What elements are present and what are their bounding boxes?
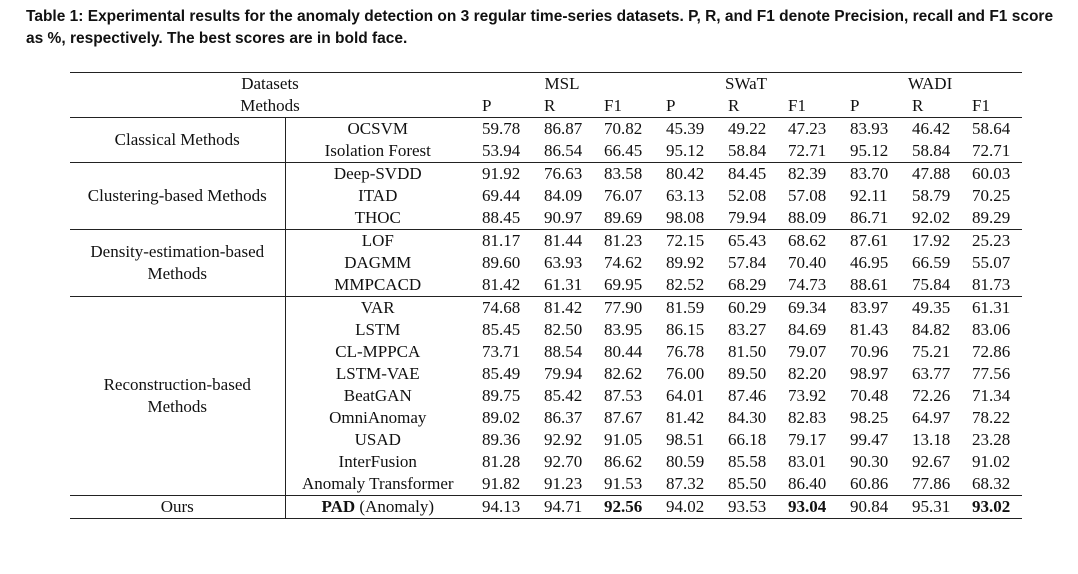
metric-value: 98.51 <box>666 430 705 449</box>
metric-value: 92.11 <box>850 186 888 205</box>
metric-value: 70.48 <box>850 386 889 405</box>
metric-value: 64.01 <box>666 386 705 405</box>
metric-value: 17.92 <box>900 230 960 253</box>
metric-value: 86.87 <box>532 118 592 141</box>
metric-value: 68.62 <box>776 230 838 253</box>
metric-value: 87.61 <box>838 230 900 253</box>
metric-value: 88.61 <box>850 275 889 294</box>
metric-value: 81.44 <box>532 230 592 253</box>
method-name: Anomaly Transformer <box>301 474 454 493</box>
metric-value: 92.67 <box>912 452 951 471</box>
metric-value: 72.86 <box>972 342 1011 361</box>
metric-value: 90.30 <box>850 452 889 471</box>
ours-group-label: Ours <box>70 496 285 519</box>
method-name: VAR <box>285 297 470 320</box>
metric-value: 88.54 <box>544 342 583 361</box>
metric-value: 89.60 <box>482 253 521 272</box>
metric-value: 92.92 <box>544 430 583 449</box>
metric-value: 89.75 <box>482 386 521 405</box>
metric-value: 80.59 <box>666 452 705 471</box>
metric-value: 81.23 <box>592 230 654 253</box>
metric-value: 82.50 <box>544 320 583 339</box>
metric-value: 61.31 <box>544 275 583 294</box>
metric-value: 23.28 <box>972 430 1011 449</box>
metric-value: 81.42 <box>482 275 521 294</box>
metric-value: 70.25 <box>972 186 1011 205</box>
metric-header: P <box>666 96 676 115</box>
methods-label: Methods <box>240 96 300 115</box>
metric-header: F1 <box>972 96 991 115</box>
metric-value: 82.39 <box>776 163 838 186</box>
metric-value: 61.31 <box>960 297 1022 320</box>
metric-value: 77.86 <box>912 474 951 493</box>
metric-value: 55.07 <box>972 253 1011 272</box>
metric-value: 57.84 <box>728 253 767 272</box>
best-score-value: 93.04 <box>776 496 838 519</box>
metric-value: 79.07 <box>788 342 827 361</box>
metric-value: 72.26 <box>912 386 951 405</box>
metric-header: F1 <box>788 96 806 115</box>
metric-value: 47.23 <box>776 118 838 141</box>
metric-value: 94.02 <box>654 496 716 519</box>
method-name: MMPCACD <box>334 275 422 294</box>
metric-value: 91.23 <box>544 474 583 493</box>
metric-value: 66.45 <box>604 141 643 160</box>
ours-method-name <box>285 496 470 519</box>
metric-value: 86.54 <box>544 141 583 160</box>
metric-value: 84.30 <box>728 408 767 427</box>
metric-value: 82.52 <box>666 275 705 294</box>
metric-value: 76.78 <box>666 342 705 361</box>
metric-value: 87.67 <box>604 408 643 427</box>
datasets-label: Datasets <box>241 74 299 93</box>
metric-value: 82.83 <box>788 408 827 427</box>
metric-value: 66.59 <box>912 253 951 272</box>
metric-value: 52.08 <box>728 186 767 205</box>
metric-value: 89.02 <box>482 408 521 427</box>
metric-value: 60.03 <box>960 163 1022 186</box>
results-table <box>70 72 1022 519</box>
metric-value: 74.68 <box>470 297 532 320</box>
table-caption: Table 1: Experimental results for the anomaly detection on 3 regular time-series datasets. P, R, and F1 denote Precision, recall and F1 score as %, respectively. The best scores are in bold face. <box>26 8 1054 47</box>
metric-value: 72.71 <box>788 141 827 160</box>
metric-value: 86.37 <box>544 408 583 427</box>
metric-value: 83.01 <box>788 452 827 471</box>
best-score-value: 93.02 <box>960 496 1022 519</box>
table-row <box>70 118 1022 141</box>
metric-value: 75.21 <box>912 342 951 361</box>
metric-value: 83.06 <box>972 320 1011 339</box>
metric-value: 71.34 <box>972 386 1011 405</box>
metric-value: 53.94 <box>482 141 521 160</box>
metric-value: 98.08 <box>666 208 705 227</box>
metric-value: 81.28 <box>482 452 521 471</box>
metric-value: 58.79 <box>912 186 951 205</box>
metric-value: 58.64 <box>960 118 1022 141</box>
metric-value: 45.39 <box>654 118 716 141</box>
metric-value: 58.84 <box>912 141 951 160</box>
metric-value: 25.23 <box>960 230 1022 253</box>
metric-value: 69.95 <box>604 275 643 294</box>
method-name: LSTM <box>355 320 401 339</box>
metric-value: 92.02 <box>912 208 951 227</box>
metric-value: 89.92 <box>666 253 705 272</box>
metric-value: 60.29 <box>716 297 776 320</box>
metric-value: 87.32 <box>666 474 705 493</box>
metric-value: 63.93 <box>544 253 583 272</box>
method-name: ITAD <box>358 186 398 205</box>
metric-value: 69.44 <box>482 186 521 205</box>
metric-value: 13.18 <box>912 430 951 449</box>
metric-value: 72.15 <box>654 230 716 253</box>
dataset-swat: SWaT <box>725 74 768 93</box>
metric-value: 86.71 <box>850 208 889 227</box>
best-score-value: 92.56 <box>592 496 654 519</box>
metric-value: 64.97 <box>912 408 951 427</box>
metric-value: 95.31 <box>900 496 960 519</box>
method-name: THOC <box>354 208 401 227</box>
ours-method-bold: PAD <box>321 497 356 516</box>
metric-value: 86.62 <box>604 452 643 471</box>
metric-value: 95.12 <box>850 141 889 160</box>
metric-value: 63.13 <box>666 186 705 205</box>
method-group-label: Clustering-based Methods <box>70 163 285 230</box>
metric-value: 73.71 <box>482 342 521 361</box>
metric-value: 81.42 <box>532 297 592 320</box>
metric-value: 83.27 <box>728 320 767 339</box>
metric-value: 76.00 <box>666 364 705 383</box>
ours-row <box>70 496 1022 519</box>
method-name: OmniAnomay <box>329 408 427 427</box>
method-name: OCSVM <box>285 118 470 141</box>
metric-value: 85.49 <box>482 364 521 383</box>
metric-value: 82.20 <box>788 364 827 383</box>
metric-value: 58.84 <box>728 141 767 160</box>
metrics-header-row <box>70 95 1022 118</box>
metric-value: 91.05 <box>604 430 643 449</box>
metric-value: 84.45 <box>716 163 776 186</box>
metric-value: 79.17 <box>788 430 827 449</box>
dataset-msl: MSL <box>544 74 580 93</box>
metric-value: 70.96 <box>850 342 889 361</box>
metric-value: 68.29 <box>728 275 767 294</box>
metric-value: 81.43 <box>850 320 889 339</box>
metric-value: 86.40 <box>788 474 827 493</box>
metric-value: 70.82 <box>592 118 654 141</box>
metric-value: 85.50 <box>728 474 767 493</box>
method-name: LOF <box>285 230 470 253</box>
metric-value: 74.62 <box>604 253 643 272</box>
metric-header: P <box>850 96 860 115</box>
metric-value: 83.93 <box>838 118 900 141</box>
table-row <box>70 297 1022 320</box>
metric-value: 81.73 <box>972 275 1011 294</box>
metric-value: 95.12 <box>666 141 705 160</box>
metric-value: 85.58 <box>728 452 767 471</box>
metric-value: 89.29 <box>972 208 1011 227</box>
metric-value: 86.15 <box>666 320 705 339</box>
method-name: BeatGAN <box>343 386 412 405</box>
method-name: InterFusion <box>338 452 417 471</box>
metric-value: 49.22 <box>716 118 776 141</box>
method-name: LSTM-VAE <box>335 364 420 383</box>
method-group-label: Classical Methods <box>70 118 285 163</box>
metric-value: 81.59 <box>654 297 716 320</box>
metric-value: 73.92 <box>788 386 827 405</box>
metric-value: 87.53 <box>604 386 643 405</box>
metric-value: 77.90 <box>592 297 654 320</box>
metric-value: 74.73 <box>788 275 827 294</box>
metric-value: 49.35 <box>900 297 960 320</box>
metric-value: 92.70 <box>544 452 583 471</box>
metric-value: 46.95 <box>850 253 889 272</box>
metric-value: 81.42 <box>666 408 705 427</box>
metric-value: 68.32 <box>972 474 1011 493</box>
metric-value: 59.78 <box>470 118 532 141</box>
metric-value: 81.17 <box>470 230 532 253</box>
metric-value: 90.84 <box>838 496 900 519</box>
metric-value: 88.09 <box>788 208 827 227</box>
metric-value: 94.71 <box>532 496 592 519</box>
metric-value: 91.92 <box>470 163 532 186</box>
datasets-header-row <box>70 73 1022 96</box>
metric-value: 83.95 <box>604 320 643 339</box>
metric-header: P <box>482 96 492 115</box>
metric-value: 76.63 <box>532 163 592 186</box>
metric-value: 46.42 <box>900 118 960 141</box>
metric-value: 63.77 <box>912 364 951 383</box>
metric-value: 85.42 <box>544 386 583 405</box>
metric-value: 79.94 <box>544 364 583 383</box>
metric-value: 66.18 <box>728 430 767 449</box>
method-name: Isolation Forest <box>324 141 431 160</box>
metric-value: 69.34 <box>776 297 838 320</box>
metric-value: 98.97 <box>850 364 889 383</box>
method-name: USAD <box>354 430 401 449</box>
method-group-label: Reconstruction-based Methods <box>70 297 285 496</box>
metric-value: 89.69 <box>604 208 643 227</box>
metric-header: F1 <box>604 96 622 115</box>
method-group-label: Density-estimation-based Methods <box>70 230 285 297</box>
metric-value: 77.56 <box>972 364 1011 383</box>
metric-value: 75.84 <box>912 275 951 294</box>
metric-value: 76.07 <box>604 186 643 205</box>
metric-value: 84.69 <box>788 320 827 339</box>
metric-header: R <box>912 96 924 115</box>
metric-value: 93.53 <box>716 496 776 519</box>
metric-value: 81.50 <box>728 342 767 361</box>
metric-value: 94.13 <box>470 496 532 519</box>
metric-value: 82.62 <box>604 364 643 383</box>
metric-value: 80.42 <box>654 163 716 186</box>
metric-value: 89.36 <box>482 430 521 449</box>
metric-value: 91.02 <box>972 452 1011 471</box>
method-name: DAGMM <box>344 253 412 272</box>
metric-value: 87.46 <box>728 386 767 405</box>
metric-value: 78.22 <box>972 408 1011 427</box>
metric-value: 60.86 <box>850 474 889 493</box>
metric-value: 72.71 <box>972 141 1011 160</box>
dataset-wadi: WADI <box>907 74 953 93</box>
metric-value: 83.70 <box>838 163 900 186</box>
metric-value: 99.47 <box>850 430 889 449</box>
metric-value: 70.40 <box>788 253 827 272</box>
metric-value: 65.43 <box>716 230 776 253</box>
metric-value: 47.88 <box>900 163 960 186</box>
method-name: Deep-SVDD <box>285 163 470 186</box>
metric-value: 83.58 <box>592 163 654 186</box>
metric-value: 88.45 <box>482 208 521 227</box>
method-name: CL-MPPCA <box>335 342 421 361</box>
metric-value: 89.50 <box>728 364 767 383</box>
metric-value: 91.82 <box>482 474 521 493</box>
table-row <box>70 230 1022 253</box>
ours-method-suffix: (Anomaly) <box>355 497 435 516</box>
metric-value: 80.44 <box>604 342 643 361</box>
metric-value: 79.94 <box>728 208 767 227</box>
metric-value: 83.97 <box>838 297 900 320</box>
metric-header: R <box>728 96 740 115</box>
metric-value: 98.25 <box>850 408 889 427</box>
metric-value: 90.97 <box>544 208 583 227</box>
metric-header: R <box>544 96 556 115</box>
metric-value: 91.53 <box>604 474 643 493</box>
table-row <box>70 163 1022 186</box>
metric-value: 84.09 <box>544 186 583 205</box>
metric-value: 84.82 <box>912 320 951 339</box>
metric-value: 57.08 <box>788 186 827 205</box>
metric-value: 85.45 <box>482 320 521 339</box>
